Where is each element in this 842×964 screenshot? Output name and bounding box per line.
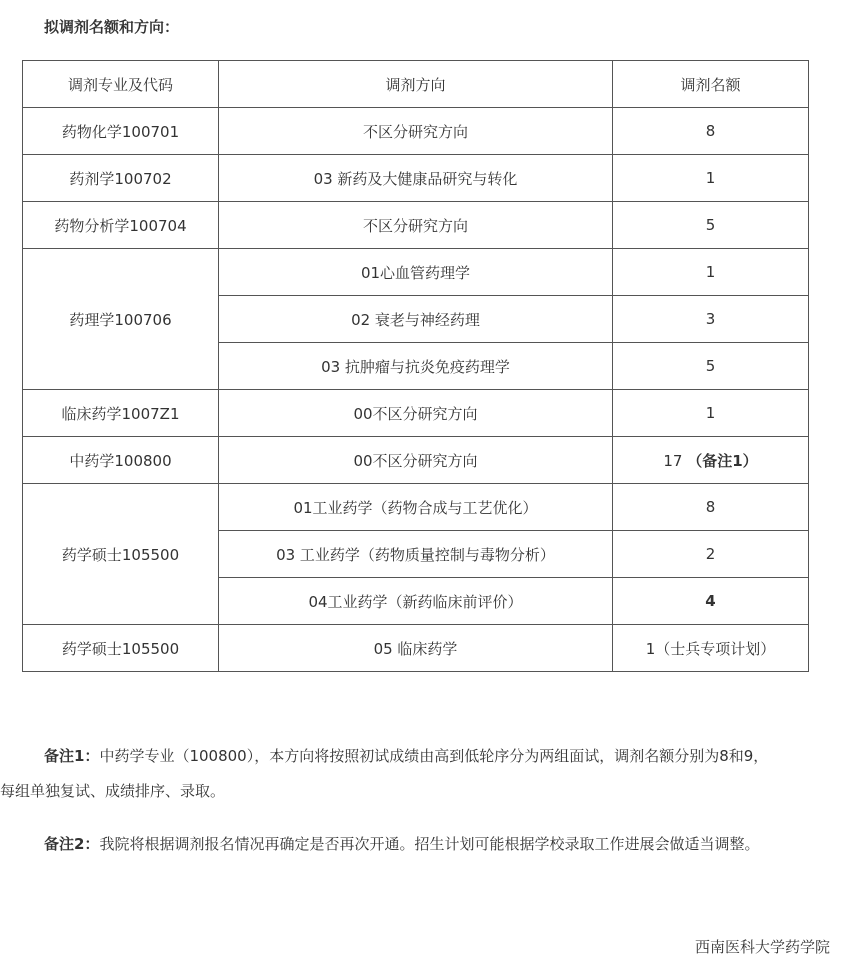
header-quota: 调剂名额 xyxy=(613,61,809,108)
direction-cell: 01工业药学（药物合成与工艺优化） xyxy=(219,484,613,531)
footer-signature: 西南医科大学药学院 xyxy=(694,938,830,956)
note-2 xyxy=(44,832,759,856)
direction-cell: 00不区分研究方向 xyxy=(219,390,613,437)
quota-cell: 1（士兵专项计划） xyxy=(613,625,809,672)
direction-cell: 03 抗肿瘤与抗炎免疫药理学 xyxy=(219,343,613,390)
direction-cell: 00不区分研究方向 xyxy=(219,437,613,484)
table-header-row xyxy=(23,61,809,108)
direction-cell: 04工业药学（新药临床前评价） xyxy=(219,578,613,625)
table-row xyxy=(23,484,809,531)
table-row xyxy=(23,625,809,672)
quota-cell xyxy=(613,437,809,484)
direction-cell: 03 新药及大健康品研究与转化 xyxy=(219,155,613,202)
direction-cell: 01心血管药理学 xyxy=(219,249,613,296)
major-cell: 药理学100706 xyxy=(23,249,219,390)
major-cell: 药学硕士105500 xyxy=(23,484,219,625)
direction-cell: 05 临床药学 xyxy=(219,625,613,672)
quota-cell: 4 xyxy=(613,578,809,625)
direction-cell: 不区分研究方向 xyxy=(219,108,613,155)
quota-note-ref: （备注1） xyxy=(687,451,758,470)
note-1 xyxy=(0,744,842,803)
major-cell: 药剂学100702 xyxy=(23,155,219,202)
direction-cell: 03 工业药学（药物质量控制与毒物分析） xyxy=(219,531,613,578)
major-cell: 药物化学100701 xyxy=(23,108,219,155)
quota-cell: 5 xyxy=(613,343,809,390)
direction-cell: 不区分研究方向 xyxy=(219,202,613,249)
quota-cell: 1 xyxy=(613,390,809,437)
note-1-continuation: 每组单独复试、成绩排序、录取。 xyxy=(0,782,226,800)
note-2-text: 我院将根据调剂报名情况再确定是否再次开通。招生计划可能根据学校录取工作进展会做适当调整。 xyxy=(99,835,760,853)
header-direction: 调剂方向 xyxy=(219,61,613,108)
quota-cell: 3 xyxy=(613,296,809,343)
major-cell: 药学硕士105500 xyxy=(23,625,219,672)
table-row xyxy=(23,390,809,437)
direction-cell: 02 衰老与神经药理 xyxy=(219,296,613,343)
table-row xyxy=(23,202,809,249)
note-2-label: 备注2： xyxy=(44,835,100,853)
table-row xyxy=(23,249,809,296)
table-row xyxy=(23,155,809,202)
quota-cell: 5 xyxy=(613,202,809,249)
quota-table xyxy=(22,60,809,672)
major-cell: 临床药学1007Z1 xyxy=(23,390,219,437)
quota-cell: 1 xyxy=(613,249,809,296)
note-1-text: 中药学专业（100800），本方向将按照初试成绩由高到低轮序分为两组面试，调剂名额分别为8和9， xyxy=(99,747,769,765)
note-1-label: 备注1： xyxy=(44,747,100,765)
quota-cell: 8 xyxy=(613,484,809,531)
header-major: 调剂专业及代码 xyxy=(23,61,219,108)
quota-cell: 8 xyxy=(613,108,809,155)
quota-cell: 2 xyxy=(613,531,809,578)
table-row xyxy=(23,108,809,155)
quota-cell: 1 xyxy=(613,155,809,202)
major-cell: 药物分析学100704 xyxy=(23,202,219,249)
major-cell: 中药学100800 xyxy=(23,437,219,484)
table-row xyxy=(23,437,809,484)
page-heading: 拟调剂名额和方向： xyxy=(44,18,180,36)
quota-value: 17 xyxy=(663,451,683,470)
